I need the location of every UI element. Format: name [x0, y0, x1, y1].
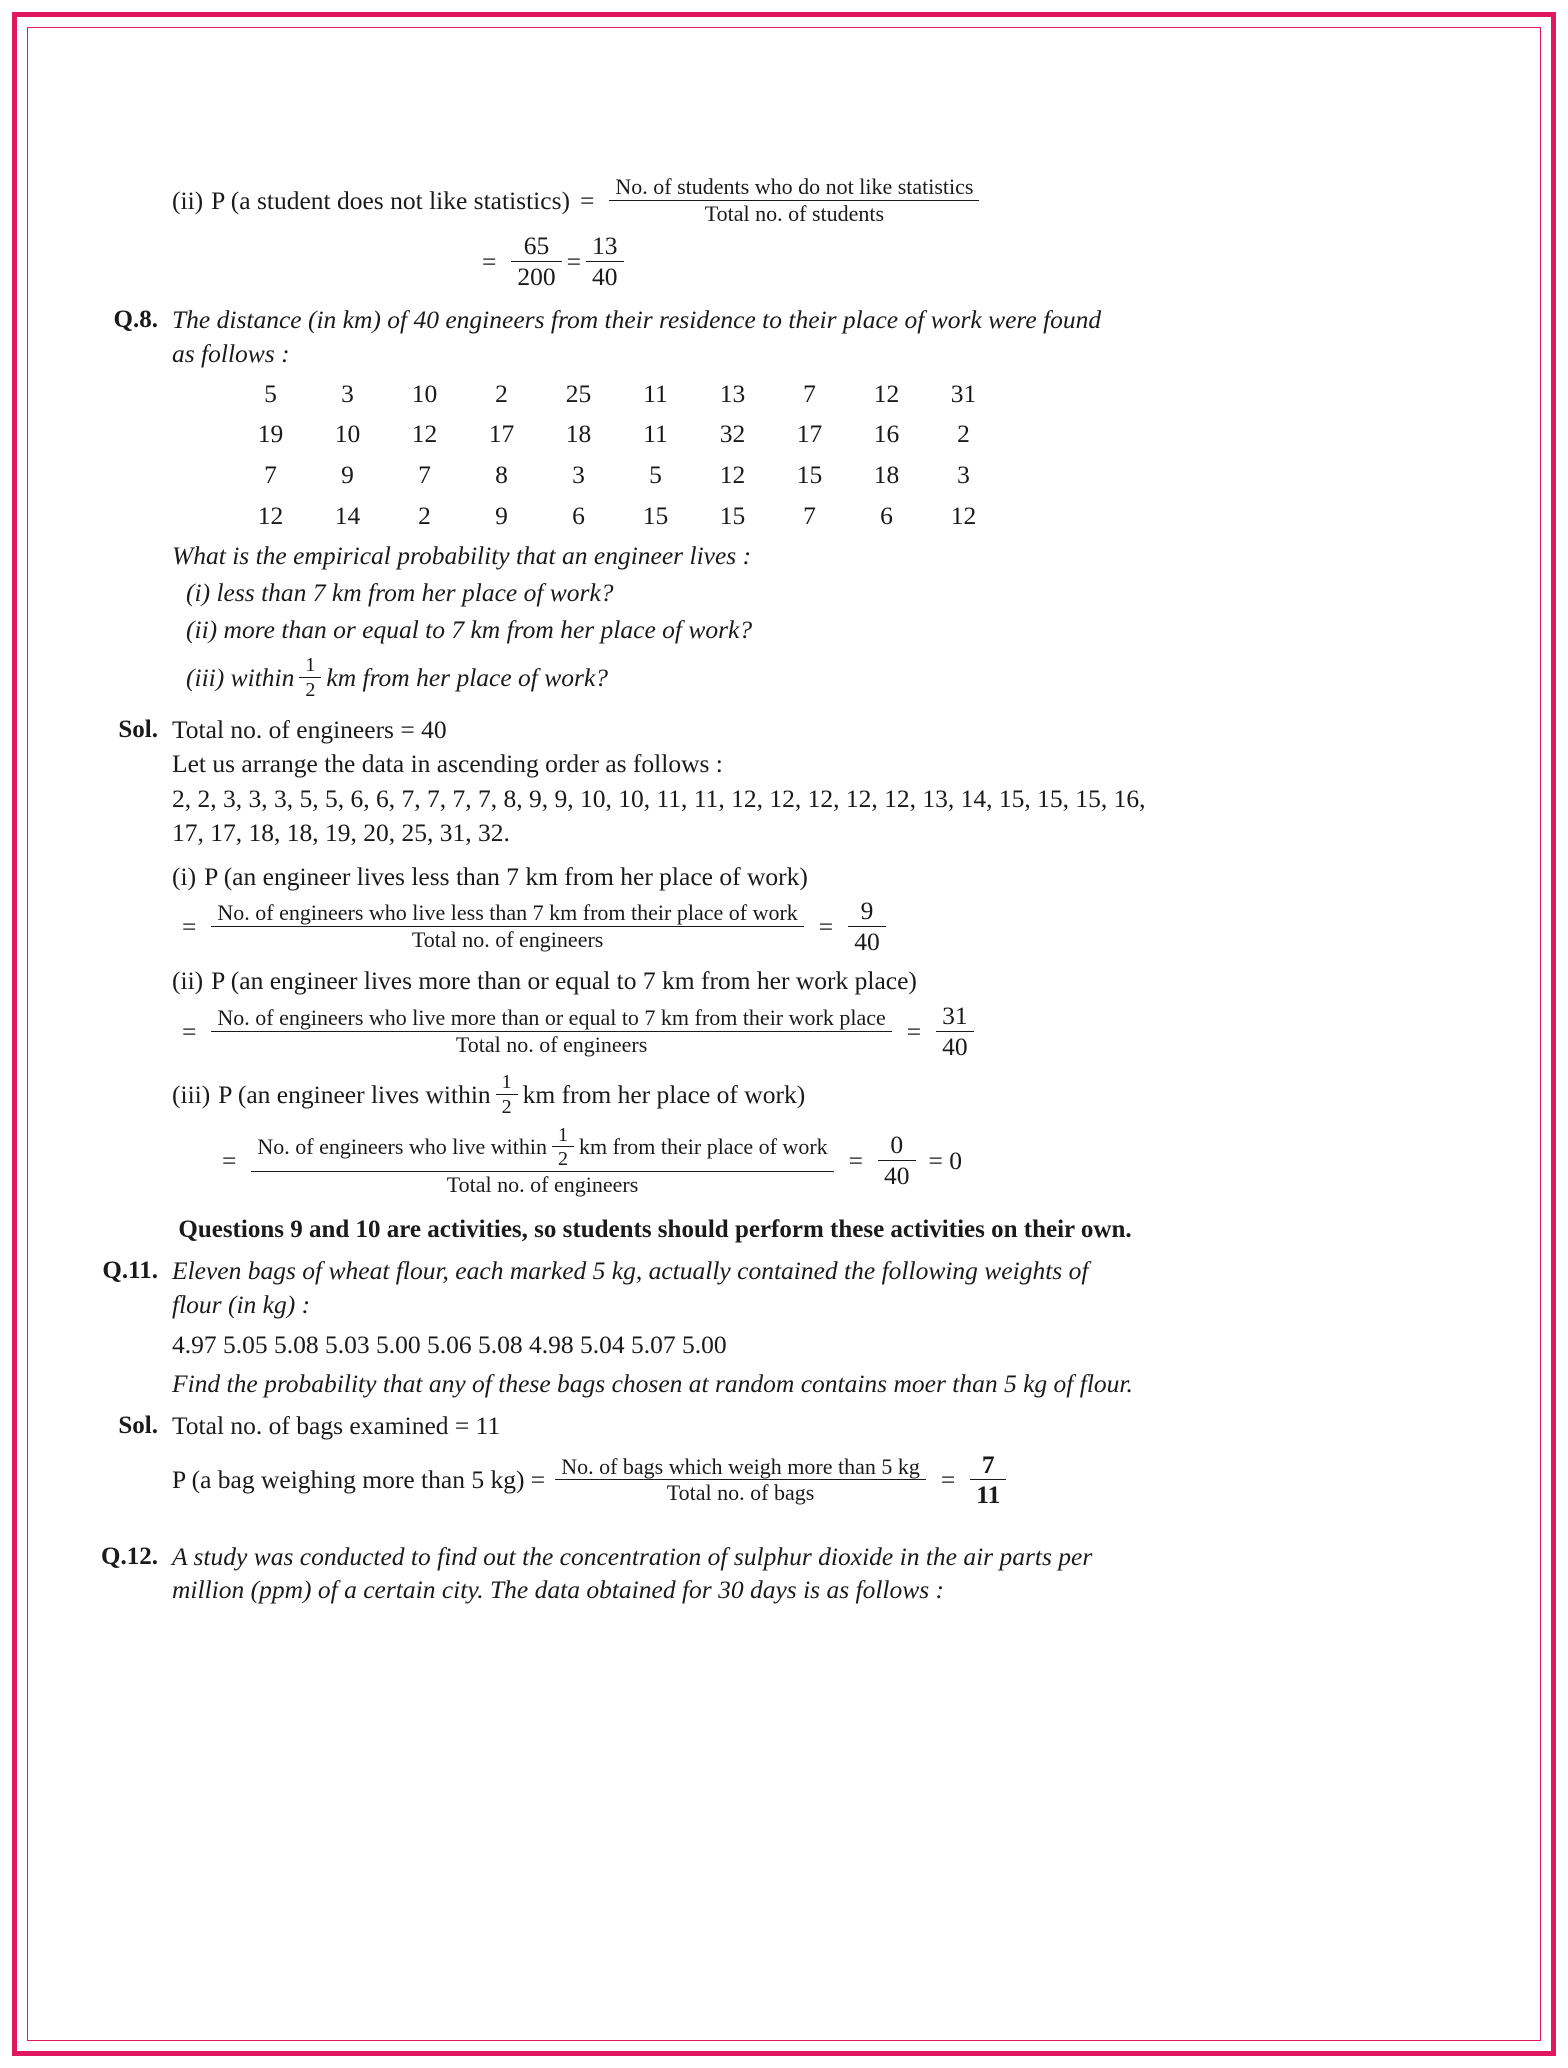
question-11-weights: 4.97 5.05 5.08 5.03 5.00 5.06 5.08 4.98 5.04 5.07 5.00 [172, 1329, 727, 1359]
solution-11-result-denominator: 11 [970, 1479, 1006, 1510]
solution-11-fraction [555, 1455, 926, 1506]
question-8-statement-line1: The distance (in km) of 40 engineers from their residence to their place of work were found [172, 305, 1102, 335]
question-11-block [100, 1254, 1210, 1401]
data-cell: 25 [565, 378, 592, 408]
q7-part-ii-block [100, 175, 1210, 295]
data-cell: 18 [873, 459, 900, 489]
solution-8-part-iii-fraction-numerator: 1 [501, 1071, 512, 1094]
data-cell: 11 [643, 419, 668, 449]
data-cell: 2 [418, 500, 431, 530]
question-11-statement-line1: Eleven bags of wheat flour, each marked 5 kg, actually contained the following weights of [172, 1256, 1089, 1286]
data-cell: 32 [719, 419, 746, 449]
solution-11-result-numerator: 7 [981, 1449, 995, 1479]
solution-11-line1: Total no. of bags examined = 11 [172, 1410, 501, 1440]
solution-11-equals-2: = [940, 1465, 956, 1495]
question-8-solution-block [100, 713, 1210, 1201]
question-8-prompt: What is the empirical probability that an engineer lives : [172, 541, 752, 571]
solution-8-part-iii-inner-numerator: 1 [558, 1123, 568, 1146]
q7-simplified-numerator: 13 [592, 231, 618, 261]
solution-8-part-iii-denominator: Total no. of engineers [251, 1171, 833, 1198]
solution-8-part-i [172, 860, 1210, 957]
solution-8-part-iii [172, 1071, 1210, 1197]
data-cell: 12 [257, 500, 284, 530]
solution-8-part-i-denominator: Total no. of engineers [211, 926, 803, 953]
solution-8-part-i-result [848, 897, 886, 956]
solution-8-line1: Total no. of engineers = 40 [172, 715, 447, 745]
data-cell: 2 [495, 378, 508, 408]
data-cell: 15 [719, 500, 746, 530]
solution-8-part-iii-text-suffix: km from her place of work) [522, 1079, 806, 1109]
q7-result-numerator: 65 [523, 231, 550, 261]
data-cell: 16 [873, 419, 900, 449]
q7-result-equals: = [482, 246, 497, 276]
solution-8-part-ii-numerator: No. of engineers who live more than or equal to 7 km from their work place [217, 1004, 886, 1030]
data-cell: 7 [803, 500, 816, 530]
q7-simplified-fraction [586, 232, 624, 291]
q7-result-denominator: 200 [511, 261, 561, 292]
solution-8-part-i-result-denominator: 40 [848, 926, 886, 957]
solution-8-part-iii-result-denominator: 40 [878, 1160, 916, 1191]
question-8-data-grid [232, 377, 1002, 533]
q7-result-fraction [511, 232, 561, 291]
question-8-label: Q.8. [113, 306, 158, 334]
question-11-solution-label: Sol. [118, 1411, 158, 1439]
q7-part-ii-label: (ii) [172, 185, 204, 215]
data-cell: 18 [565, 419, 592, 449]
q7-part-ii-statement: P (a student does not like statistics) [211, 185, 570, 215]
data-cell: 3 [572, 459, 585, 489]
data-cell: 14 [334, 500, 361, 530]
question-8-sub-iii-denominator: 2 [299, 677, 321, 701]
solution-11-result [970, 1451, 1006, 1510]
solution-8-line2: Let us arrange the data in ascending order as follows : [172, 748, 723, 778]
solution-8-part-i-equals-2: = [818, 912, 834, 942]
data-cell: 12 [873, 378, 900, 408]
data-cell: 9 [341, 459, 354, 489]
data-cell: 5 [649, 459, 662, 489]
solution-8-part-ii-label: (ii) [172, 966, 204, 996]
data-cell: 13 [719, 378, 746, 408]
solution-8-part-iii-big-fraction [251, 1124, 833, 1197]
question-8-sub-i: (i) less than 7 km from her place of work? [186, 577, 614, 607]
data-row [232, 417, 1002, 451]
question-8-sub-iii-fraction [299, 654, 321, 701]
data-cell: 5 [264, 378, 277, 408]
solution-8-part-ii-equals-2: = [906, 1016, 922, 1046]
solution-8-ascending-line1: 2, 2, 3, 3, 3, 5, 5, 6, 6, 7, 7, 7, 7, 8, 9, 9, 10, 10, 11, 11, 12, 12, 12, 12, 12, 13, 14, 15, 15, 15, 16, [172, 784, 1146, 814]
q7-part-ii-fraction-numerator: No. of students who do not like statistics [615, 174, 974, 199]
q7-part-ii-equals: = [580, 185, 595, 215]
solution-8-part-iii-equals: = [222, 1145, 237, 1175]
solution-8-part-ii-equals: = [182, 1016, 197, 1046]
question-12-statement-line2: million (ppm) of a certain city. The data obtained for 30 days is as follows : [172, 1575, 945, 1605]
data-cell: 8 [495, 459, 508, 489]
question-8-sub-iii-prefix: (iii) within [186, 662, 295, 692]
solution-11-probability-text: P (a bag weighing more than 5 kg) = [172, 1465, 546, 1495]
data-cell: 12 [411, 419, 438, 449]
solution-8-part-iii-inner-fraction [552, 1124, 574, 1171]
data-cell: 10 [334, 419, 361, 449]
question-8-sub-iii [186, 654, 1210, 701]
data-row [232, 499, 1002, 533]
data-cell: 15 [642, 500, 669, 530]
solution-8-part-ii-denominator: Total no. of engineers [211, 1031, 891, 1058]
data-row [232, 458, 1002, 492]
solution-8-part-ii-result [936, 1002, 974, 1061]
solution-8-part-iii-equals-3: = 0 [928, 1145, 963, 1175]
solution-8-ascending-line2: 17, 17, 18, 18, 19, 20, 25, 31, 32. [172, 818, 510, 847]
solution-8-part-iii-equals-2: = [848, 1145, 864, 1175]
question-11-solution-block [100, 1409, 1210, 1514]
question-12-statement-line1: A study was conducted to find out the concentration of sulphur dioxide in the air parts per [172, 1541, 1093, 1571]
data-cell: 3 [341, 378, 354, 408]
solution-8-part-iii-numerator-prefix: No. of engineers who live within [257, 1134, 547, 1160]
data-cell: 17 [488, 419, 515, 449]
solution-8-part-iii-numerator-suffix: km from their place of work [579, 1134, 828, 1160]
q7-simplified-denominator: 40 [586, 261, 624, 292]
solution-8-part-i-text: P (an engineer lives less than 7 km from her place of work) [204, 861, 808, 891]
page-content [100, 175, 1210, 1607]
solution-8-part-i-result-numerator: 9 [860, 896, 874, 926]
question-8-sub-iii-suffix: km from her place of work? [326, 662, 609, 692]
question-12-label: Q.12. [101, 1542, 158, 1570]
solution-8-part-iii-result-numerator: 0 [890, 1130, 904, 1160]
data-cell: 7 [803, 378, 816, 408]
solution-8-part-iii-fraction [496, 1071, 518, 1118]
question-8-sub-ii: (ii) more than or equal to 7 km from her place of work? [186, 614, 753, 644]
question-8-sub-iii-numerator: 1 [305, 654, 316, 677]
q7-result-equals-2: = [566, 246, 582, 276]
data-cell: 15 [796, 459, 823, 489]
solution-8-part-iii-result [878, 1131, 916, 1190]
solution-8-part-ii-result-numerator: 31 [942, 1001, 968, 1031]
data-cell: 12 [719, 459, 746, 489]
solution-8-part-iii-numerator-group [251, 1124, 833, 1171]
activities-note: Questions 9 and 10 are activities, so students should perform these activities on their own. [178, 1216, 1132, 1244]
question-8-statement-line2: as follows : [172, 339, 290, 368]
solution-8-part-ii-fraction [211, 1006, 891, 1057]
solution-11-denominator: Total no. of bags [555, 1479, 926, 1506]
data-cell: 10 [411, 378, 438, 408]
data-cell: 17 [796, 419, 823, 449]
data-cell: 3 [957, 459, 970, 489]
solution-8-part-i-numerator: No. of engineers who live less than 7 km from their place of work [217, 900, 798, 926]
solution-8-part-iii-inner-denominator: 2 [552, 1146, 574, 1170]
data-cell: 12 [950, 500, 977, 530]
solution-8-part-i-equals: = [182, 912, 197, 942]
solution-8-part-ii [172, 964, 1210, 1061]
solution-11-numerator: No. of bags which weigh more than 5 kg [561, 1453, 920, 1479]
question-11-question: Find the probability that any of these bags chosen at random contains moer than 5 kg of flour. [172, 1369, 1133, 1399]
solution-8-part-i-fraction [211, 901, 803, 952]
q7-part-ii-fraction [609, 175, 979, 226]
question-11-statement-line2: flour (in kg) : [172, 1290, 311, 1319]
question-8-block [100, 303, 1210, 705]
solution-8-part-ii-text: P (an engineer lives more than or equal to 7 km from her work place) [211, 966, 917, 996]
solution-8-part-iii-text-prefix: P (an engineer lives within [218, 1079, 491, 1109]
data-row [232, 377, 1002, 411]
solution-8-part-iii-label: (iii) [172, 1079, 211, 1109]
data-cell: 9 [495, 500, 508, 530]
data-cell: 6 [880, 500, 893, 530]
q7-part-ii-fraction-denominator: Total no. of students [609, 200, 979, 227]
solution-8-part-iii-fraction-denominator: 2 [496, 1094, 518, 1118]
data-cell: 19 [257, 419, 284, 449]
question-11-label: Q.11. [102, 1257, 158, 1285]
question-12-block [100, 1540, 1210, 1607]
data-cell: 7 [264, 459, 277, 489]
data-cell: 31 [950, 378, 977, 408]
solution-8-part-i-label: (i) [172, 861, 197, 891]
solution-8-part-ii-result-denominator: 40 [936, 1031, 974, 1062]
question-8-solution-label: Sol. [118, 716, 158, 744]
data-cell: 6 [572, 500, 585, 530]
data-cell: 11 [643, 378, 668, 408]
data-cell: 7 [418, 459, 431, 489]
data-cell: 2 [957, 419, 970, 449]
